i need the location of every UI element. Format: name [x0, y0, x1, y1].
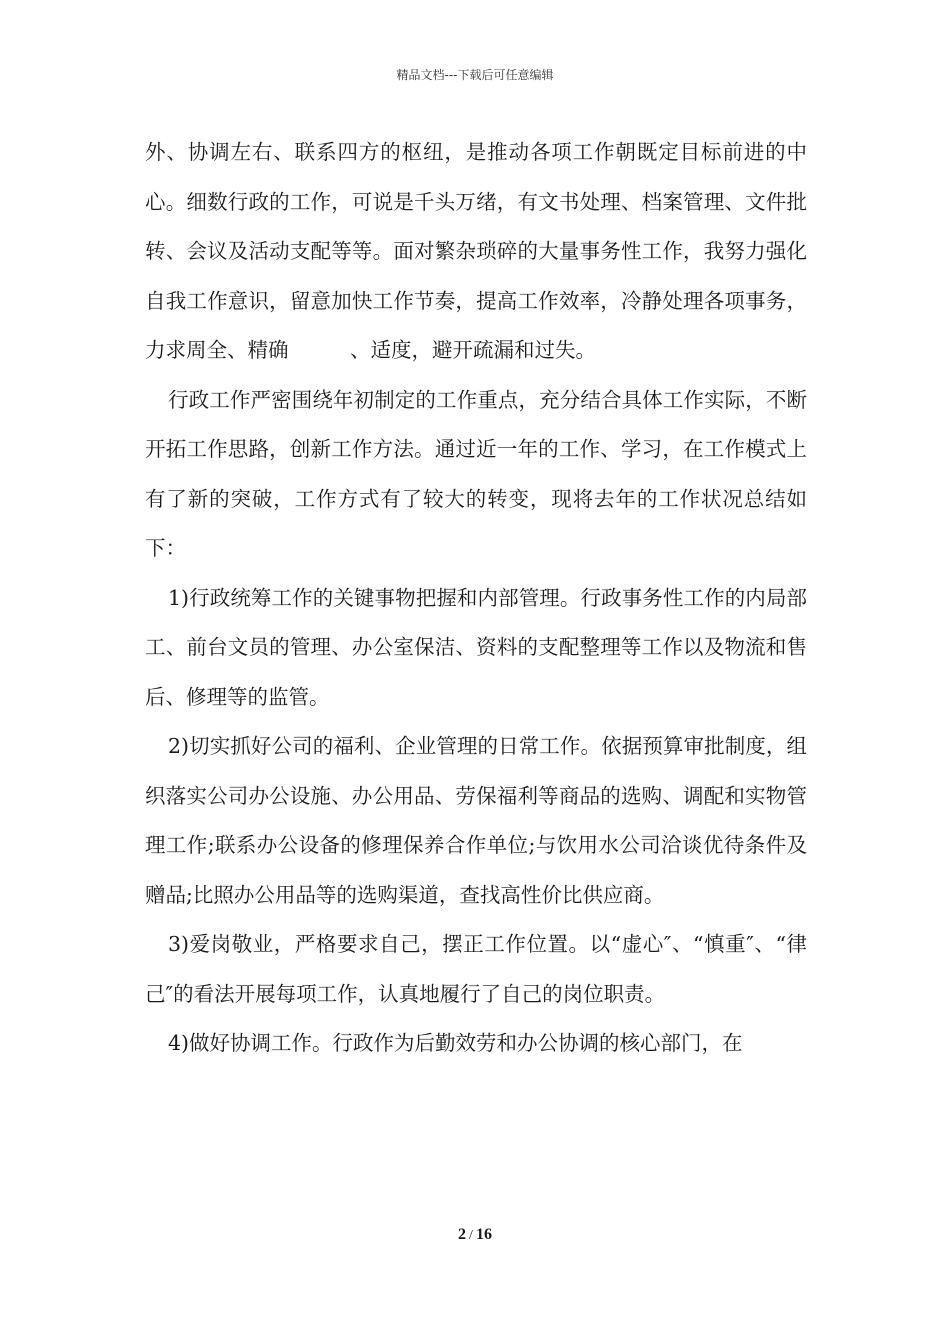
document-body [145, 128, 807, 1069]
paragraph-3: 1)行政统筹工作的关键事物把握和内部管理。行政事务性工作的内局部工、前台文员的管理、办公室保洁、资料的支配整理等工作以及物流和售后、修理等的监管。 [145, 585, 807, 709]
paragraph-2: 行政工作严密围绕年初制定的工作重点，充分结合具体工作实际，不断开拓工作思路，创新工作方法。通过近一年的工作、学习，在工作模式上有了新的突破，工作方式有了较大的转变，现将去年的工作状况总结如下： [145, 387, 807, 560]
page-number [0, 1226, 950, 1244]
current-page-number: 2 [458, 1226, 467, 1243]
total-pages-number: 16 [475, 1226, 492, 1243]
paragraph-5: 3)爱岗敬业，严格要求自己，摆正工作位置。以“虚心″、“慎重″、“律己″的看法开展每项工作，认真地履行了自己的岗位职责。 [145, 932, 807, 1006]
paragraph-4: 2)切实抓好公司的福利、企业管理的日常工作。依据预算审批制度，组织落实公司办公设施、办公用品、劳保福利等商品的选购、调配和实物管理工作;联系办公设备的修理保养合作单位;与饮用水公司洽谈优待条件及赠品;比照办公用品等的选购渠道，查找高性价比供应商。 [145, 734, 807, 907]
page-separator: / [469, 1228, 473, 1243]
paragraph-1: 外、协调左右、联系四方的枢纽，是推动各项工作朝既定目标前进的中心。细数行政的工作，可说是千头万绪，有文书处理、档案管理、文件批转、会议及活动支配等等。面对繁杂琐碎的大量事务性工作，我努力强化自我工作意识，留意加快工作节奏，提高工作效率，冷静处理各项事务，力求周全、精确 、适度，避开疏漏和过失。 [145, 140, 807, 362]
paragraph-6: 4)做好协调工作。行政作为后勤效劳和办公协调的核心部门，在 [168, 1031, 743, 1055]
page-header: 精品文档---下载后可任意编辑 [396, 68, 554, 82]
